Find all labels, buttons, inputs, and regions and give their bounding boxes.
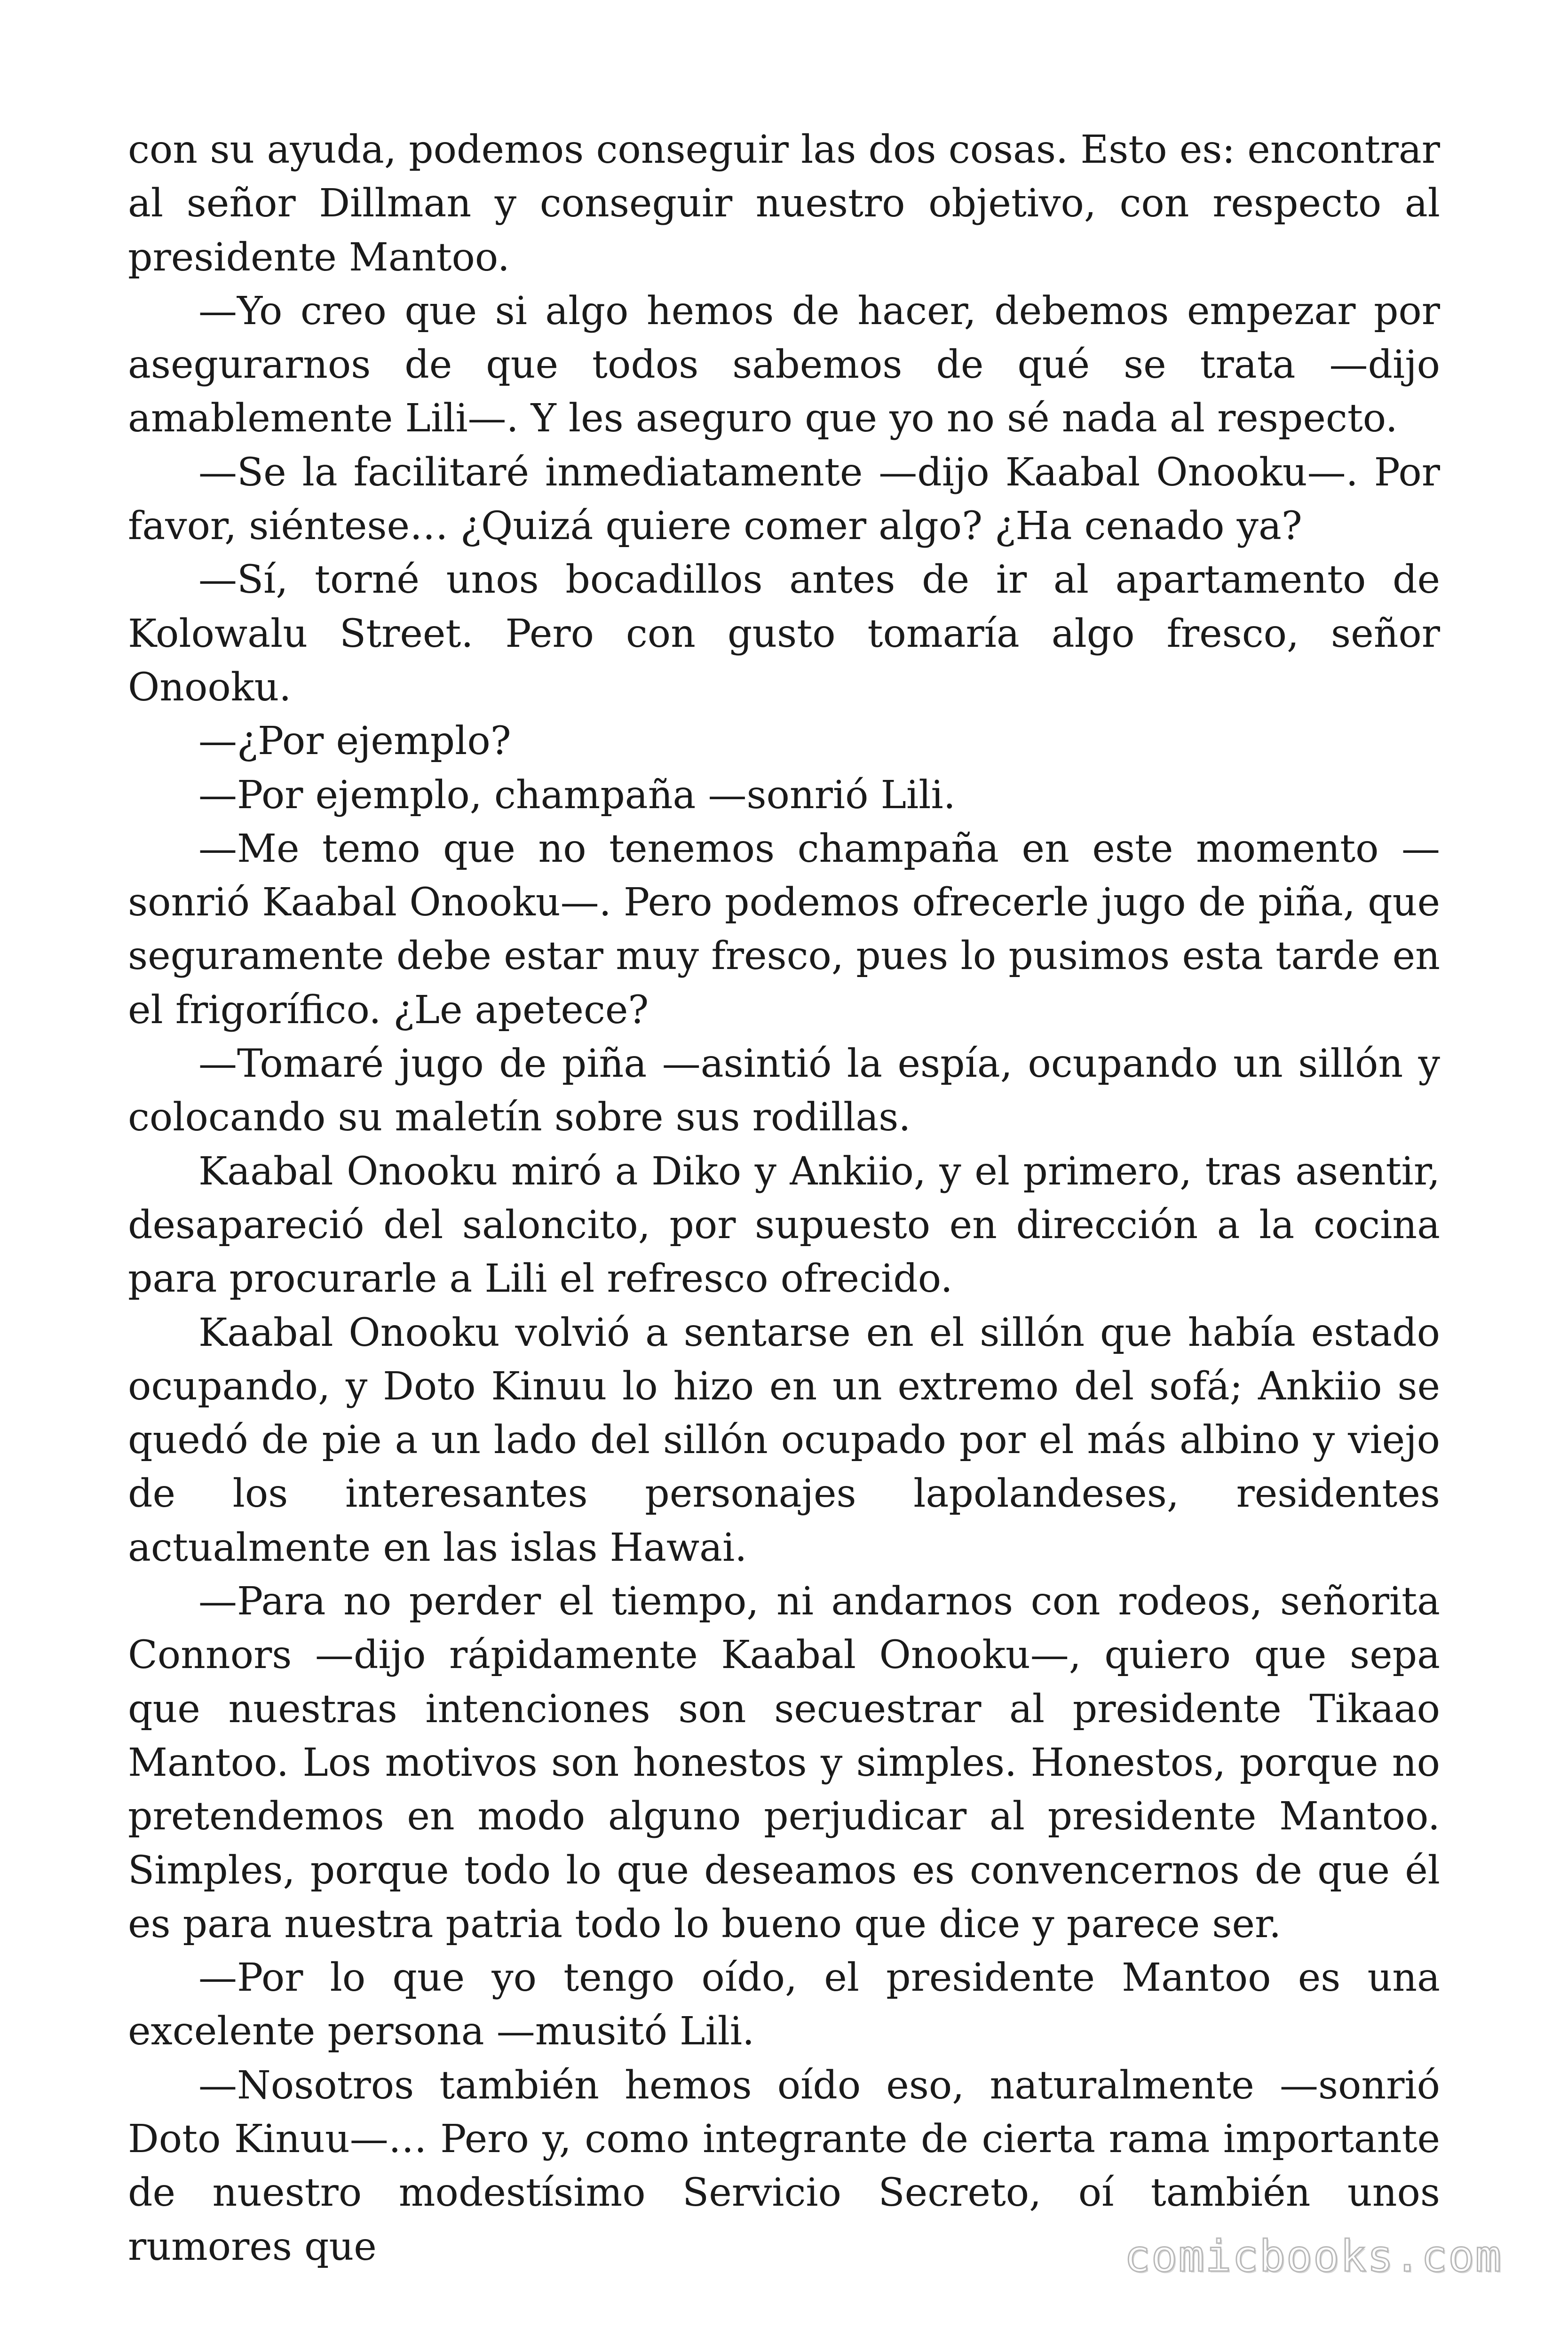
paragraph: Kaabal Onooku miró a Diko y Ankiio, y el primero, tras asentir, desapareció del saloncito, por supuesto en dirección a la cocina para procurarle a Lili el refresco ofrecido. — [128, 1149, 1440, 1302]
paragraph: —Me temo que no tenemos champaña en este momento —sonrió Kaabal Onooku—. Pero podemos ofrecerle jugo de piña, que seguramente debe estar muy fresco, pues lo pusimos esta tarde en el frigorífico. ¿Le apetece? — [128, 826, 1440, 1033]
paragraph: —¿Por ejemplo? — [198, 719, 511, 764]
paragraph: —Yo creo que si algo hemos de hacer, debemos empezar por asegurarnos de que todos sabemos de qué se trata —dijo amablemente Lili—. Y les aseguro que yo no sé nada al respecto. — [128, 288, 1440, 441]
paragraph: —Se la facilitaré inmediatamente —dijo Kaabal Onooku—. Por favor, siéntese… ¿Quizá quiere comer algo? ¿Ha cenado ya? — [128, 450, 1440, 549]
paragraph: —Tomaré jugo de piña —asintió la espía, ocupando un sillón y colocando su maletín sobre sus rodillas. — [128, 1041, 1440, 1140]
watermark: comicbooks.com — [1124, 2231, 1502, 2281]
paragraph: —Por lo que yo tengo oído, el presidente Mantoo es una excelente persona —musitó Lili. — [128, 1955, 1440, 2054]
paragraph: —Para no perder el tiempo, ni andarnos con rodeos, señorita Connors —dijo rápidamente Kaabal Onooku—, quiero que sepa que nuestras intenciones son secuestrar al presidente Tikaao Mantoo. Los motivos son honestos y simples. Honestos, porque no pretendemos en modo alguno perjudicar al presidente Mantoo. Simples, porque todo lo que deseamos es convencernos de que él es para nuestra patria todo lo bueno que dice y parece ser. — [128, 1579, 1440, 1947]
paragraph: Kaabal Onooku volvió a sentarse en el sillón que había estado ocupando, y Doto Kinuu lo hizo en un extremo del sofá; Ankiio se quedó de pie a un lado del sillón ocupado por el más albino y viejo de los interesantes personajes lapolandeses, residentes actualmente en las islas Hawai. — [128, 1310, 1440, 1570]
page-text — [128, 123, 1440, 2274]
paragraph: —Sí, torné unos bocadillos antes de ir al apartamento de Kolowalu Street. Pero con gusto tomaría algo fresco, señor Onooku. — [128, 557, 1440, 710]
paragraph: —Por ejemplo, champaña —sonrió Lili. — [198, 772, 956, 818]
paragraph: —Nosotros también hemos oído eso, naturalmente —sonrió Doto Kinuu—… Pero y, como integrante de cierta rama importante de nuestro modestísimo Servicio Secreto, oí también unos rumores que — [128, 2063, 1440, 2269]
paragraph: con su ayuda, podemos conseguir las dos cosas. Esto es: encontrar al señor Dillman y conseguir nuestro objetivo, con respecto al presidente Mantoo. — [128, 127, 1440, 280]
